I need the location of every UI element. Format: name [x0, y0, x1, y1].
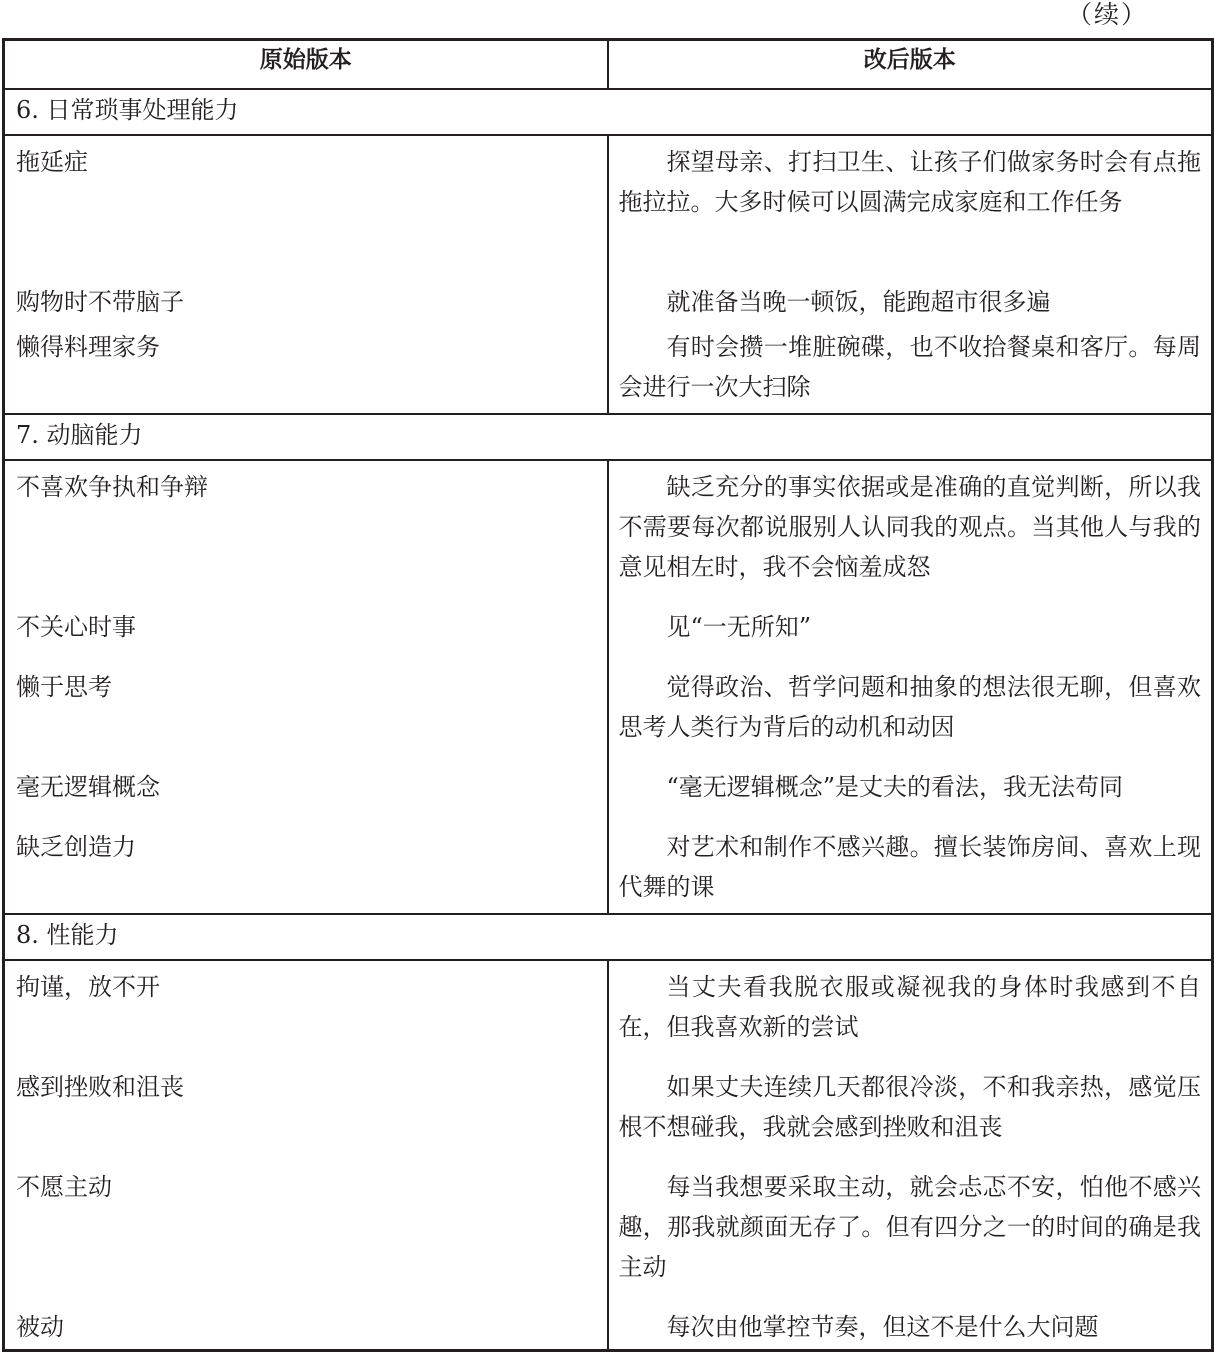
comparison-table	[2, 38, 1214, 1352]
original-item: 被动	[16, 1313, 64, 1341]
original-item: 不关心时事	[16, 613, 136, 641]
original-column	[4, 960, 608, 1351]
section-title: 8. 性能力	[4, 914, 1213, 960]
revised-item: 对艺术和制作不感兴趣。擅长装饰房间、喜欢上现代舞的课	[618, 833, 1201, 901]
revised-item: 见“一无所知”	[666, 613, 812, 641]
section-header-6	[4, 89, 1213, 135]
header-original: 原始版本	[4, 40, 608, 90]
section-title: 7. 动脑能力	[4, 414, 1213, 460]
header-revised: 改后版本	[608, 40, 1213, 90]
original-item: 不喜欢争执和争辩	[16, 473, 208, 501]
original-item: 懒于思考	[16, 673, 112, 701]
revised-item: 缺乏充分的事实依据或是准确的直觉判断，所以我不需要每次都说服别人认同我的观点。当其他人与我的意见相左时，我不会恼羞成怒	[618, 473, 1201, 581]
original-item: 购物时不带脑子	[16, 288, 184, 316]
section-body-7	[4, 460, 1213, 914]
section-title: 6. 日常琐事处理能力	[4, 89, 1213, 135]
original-item: 缺乏创造力	[16, 833, 136, 861]
original-item: 不愿主动	[16, 1173, 112, 1201]
section-body-6	[4, 135, 1213, 414]
revised-item: 当丈夫看我脱衣服或凝视我的身体时我感到不自在，但我喜欢新的尝试	[618, 973, 1201, 1041]
revised-column	[608, 960, 1213, 1351]
revised-column	[608, 135, 1213, 414]
original-item: 拖延症	[16, 148, 88, 176]
original-item: 懒得料理家务	[16, 333, 160, 361]
table-header-row	[4, 40, 1213, 90]
revised-item: 探望母亲、打扫卫生、让孩子们做家务时会有点拖拖拉拉。大多时候可以圆满完成家庭和工作任务	[618, 148, 1201, 216]
section-body-8	[4, 960, 1213, 1351]
revised-item: 每当我想要采取主动，就会忐忑不安，怕他不感兴趣，那我就颜面无存了。但有四分之一的时间的确是我主动	[618, 1173, 1201, 1281]
revised-item: 有时会攒一堆脏碗碟，也不收拾餐桌和客厅。每周会进行一次大扫除	[618, 333, 1201, 401]
section-header-7	[4, 414, 1213, 460]
original-column	[4, 135, 608, 414]
section-header-8	[4, 914, 1213, 960]
revised-item: 觉得政治、哲学问题和抽象的想法很无聊，但喜欢思考人类行为背后的动机和动因	[618, 673, 1201, 741]
original-item: 感到挫败和沮丧	[16, 1073, 184, 1101]
revised-item: “毫无逻辑概念”是丈夫的看法，我无法苟同	[666, 773, 1124, 801]
original-column	[4, 460, 608, 914]
revised-item: 就准备当晚一顿饭，能跑超市很多遍	[666, 288, 1051, 316]
original-item: 毫无逻辑概念	[16, 773, 160, 801]
continued-label: （续）	[1066, 0, 1148, 29]
original-item: 拘谨，放不开	[16, 973, 160, 1001]
revised-item: 每次由他掌控节奏，但这不是什么大问题	[666, 1313, 1099, 1341]
revised-column	[608, 460, 1213, 914]
revised-item: 如果丈夫连续几天都很冷淡，不和我亲热，感觉压根不想碰我，我就会感到挫败和沮丧	[618, 1073, 1201, 1141]
